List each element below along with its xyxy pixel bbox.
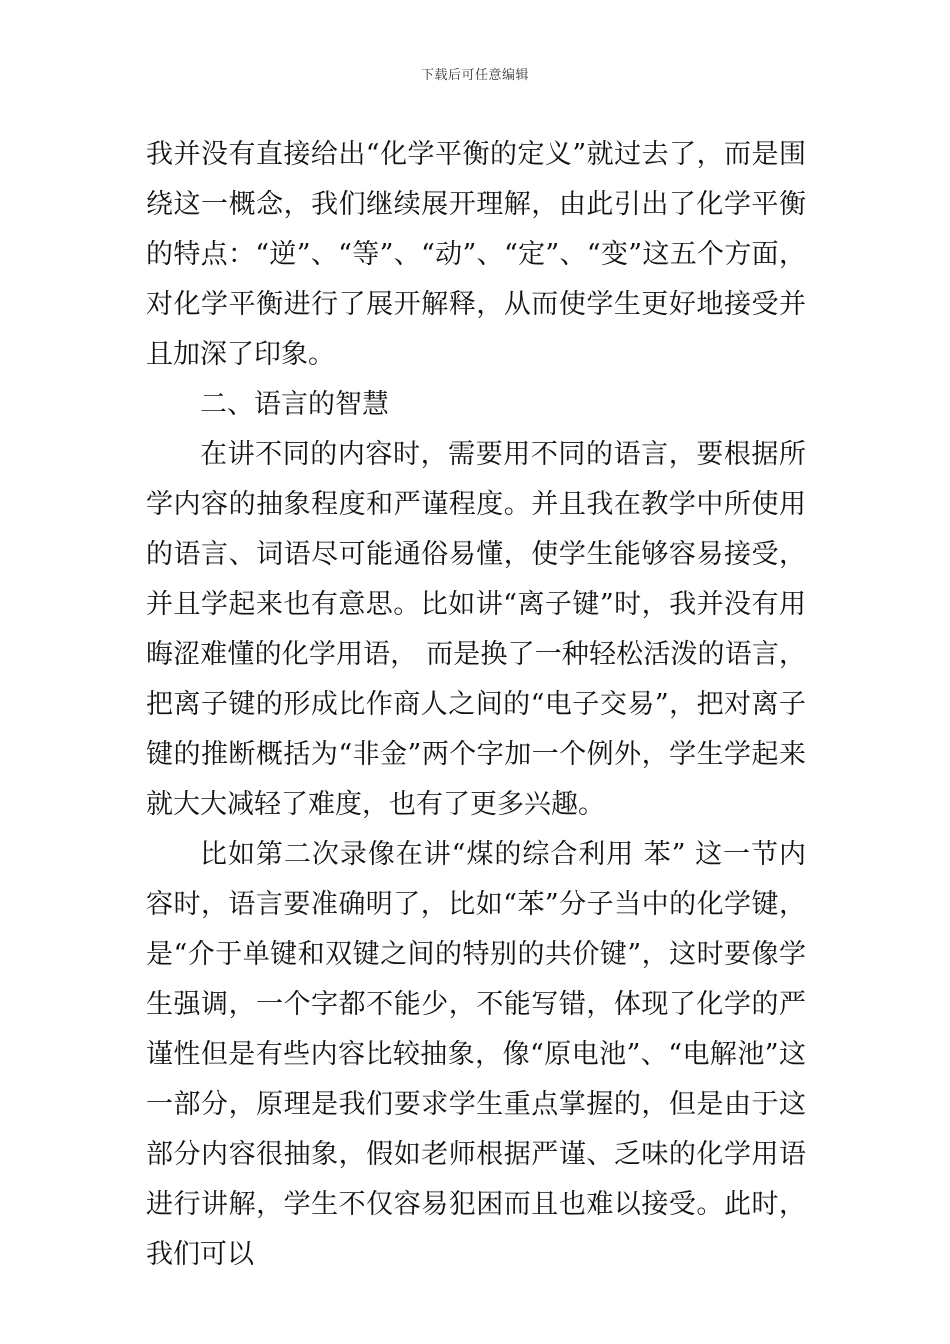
paragraph-continuation: 我并没有直接给出“化学平衡的定义”就过去了，而是围绕这一概念，我们继续展开理解，由此引出了化学平衡的特点：“逆”、“等”、“动”、“定”、“变”这五个方面，对化学平衡进行了展开解释，从而使学生更好地接受并且加深了印象。 [146,139,806,370]
section-heading: 二、语言的智慧 [200,389,389,420]
document-body [146,130,806,1280]
page-header: 下载后可任意编辑 [420,68,529,83]
paragraph-example: 比如第二次录像在讲“煤的综合利用 苯” 这一节内容时，语言要准确明了，比如“苯”分子当中的化学键，是“介于单键和双键之间的特别的共价键”，这时要像学生强调，一个字都不能少，不能写错，体现了化学的严谨性但是有些内容比较抽象，像“原电池”、“电解池”这一部分，原理是我们要求学生重点掌握的，但是由于这部分内容很抽象，假如老师根据严谨、乏味的化学用语进行讲解，学生不仅容易犯困而且也难以接受。此时，我们可以 [146,839,806,1270]
paragraph-language: 在讲不同的内容时，需要用不同的语言，要根据所学内容的抽象程度和严谨程度。并且我在教学中所使用的语言、词语尽可能通俗易懂，使学生能够容易接受，并且学起来也有意思。比如讲“离子键”时，我并没有用晦涩难懂的化学用语， 而是换了一种轻松活泼的语言，把离子键的形成比作商人之间的“电子交易”，把对离子键的推断概括为“非金”两个字加一个例外，学生学起来就大大减轻了难度，也有了更多兴趣。 [146,439,806,820]
